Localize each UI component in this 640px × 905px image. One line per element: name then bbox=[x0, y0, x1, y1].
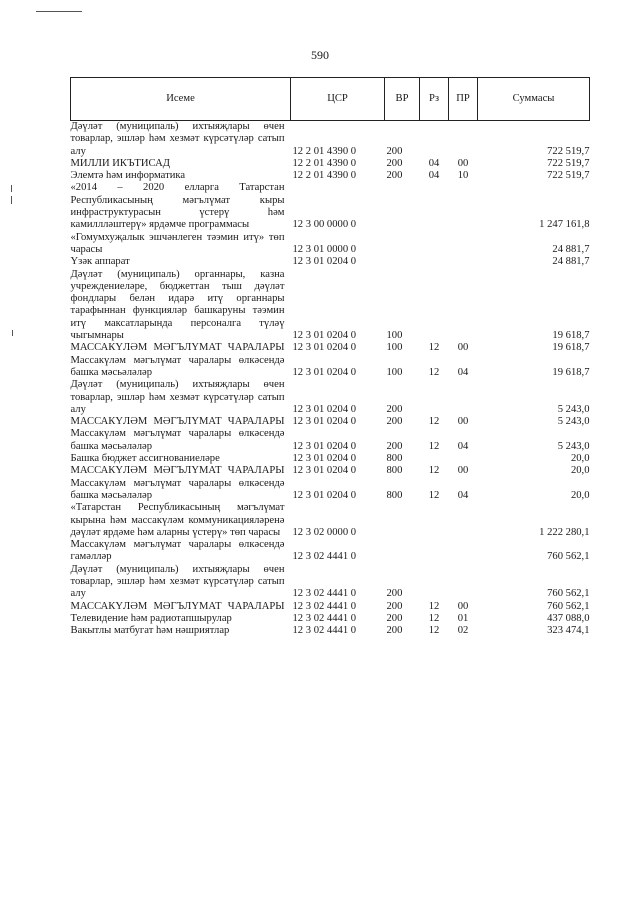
row-csr: 12 3 01 0204 0 bbox=[292, 453, 357, 465]
row-name: Элемтә һәм информатика bbox=[70, 170, 186, 182]
row-rz bbox=[420, 502, 449, 539]
scan-mark-left-1 bbox=[11, 185, 12, 192]
row-vr: 100 bbox=[386, 342, 403, 354]
row-csr: 12 3 01 0204 0 bbox=[292, 403, 357, 415]
row-rz: 12 bbox=[428, 612, 440, 624]
table-row bbox=[71, 428, 590, 453]
row-sum: 1 247 161,8 bbox=[539, 219, 590, 231]
row-rz bbox=[420, 539, 449, 564]
row-name: МАССАКҮЛӘМ МӘГЪЛҮМАТ ЧАРАЛАРЫ bbox=[70, 342, 285, 354]
row-csr: 12 3 02 0000 0 bbox=[292, 526, 357, 538]
row-vr: 800 bbox=[386, 489, 403, 501]
table-row bbox=[71, 256, 590, 268]
row-vr: 200 bbox=[386, 403, 403, 415]
table-row bbox=[71, 416, 590, 428]
table-row bbox=[71, 182, 590, 231]
row-name: МАССАКҮЛӘМ МӘГЪЛҮМАТ ЧАРАЛАРЫ bbox=[70, 416, 285, 428]
table-row bbox=[71, 613, 590, 625]
row-pr bbox=[449, 453, 478, 465]
row-rz: 12 bbox=[428, 366, 440, 378]
row-vr: 100 bbox=[386, 330, 403, 342]
row-pr: 00 bbox=[457, 342, 469, 354]
row-sum: 760 562,1 bbox=[547, 588, 590, 600]
table-row bbox=[71, 539, 590, 564]
row-rz: 12 bbox=[428, 440, 440, 452]
row-rz: 12 bbox=[428, 625, 440, 637]
header-sum: Суммасы bbox=[478, 78, 590, 121]
header-pr: ПР bbox=[449, 78, 478, 121]
row-csr: 12 3 01 0204 0 bbox=[292, 366, 357, 378]
row-csr: 12 3 02 4441 0 bbox=[292, 612, 357, 624]
row-pr bbox=[449, 232, 478, 257]
row-sum: 323 474,1 bbox=[547, 625, 590, 637]
row-name: «2014 – 2020 елларга Татарстан Республикасының мәгълүмат кыры инфраструктурасын үстерү һәм камиллләштерү» ярдәмче программасы bbox=[70, 182, 285, 231]
table-row bbox=[71, 502, 590, 539]
row-rz: 12 bbox=[428, 465, 440, 477]
header-vr: ВР bbox=[385, 78, 420, 121]
row-csr: 12 3 02 4441 0 bbox=[292, 588, 357, 600]
row-sum: 437 088,0 bbox=[547, 612, 590, 624]
table-row bbox=[71, 232, 590, 257]
row-sum: 5 243,0 bbox=[557, 416, 590, 428]
row-rz: 12 bbox=[428, 416, 440, 428]
row-sum: 722 519,7 bbox=[547, 170, 590, 182]
row-pr bbox=[449, 539, 478, 564]
row-sum: 19 618,7 bbox=[552, 342, 590, 354]
row-name: Дәүләт (муниципаль) ихтыяҗлары өчен товарлар, эшләр һәм хезмәт күрсәтүләр сатып алу bbox=[70, 121, 285, 157]
table-row bbox=[71, 453, 590, 465]
row-csr: 12 3 01 0204 0 bbox=[292, 489, 357, 501]
row-csr: 12 3 01 0204 0 bbox=[292, 330, 357, 342]
row-pr bbox=[449, 564, 478, 601]
table-row bbox=[71, 158, 590, 170]
row-pr: 01 bbox=[457, 612, 469, 624]
row-sum: 5 243,0 bbox=[557, 440, 590, 452]
row-pr: 04 bbox=[457, 366, 469, 378]
row-sum: 760 562,1 bbox=[547, 600, 590, 612]
row-csr: 12 3 01 0204 0 bbox=[292, 465, 357, 477]
row-csr: 12 2 01 4390 0 bbox=[292, 170, 357, 182]
table-header-row bbox=[71, 78, 590, 121]
row-csr: 12 2 01 4390 0 bbox=[292, 145, 357, 157]
row-sum: 1 222 280,1 bbox=[539, 526, 590, 538]
row-pr bbox=[449, 121, 478, 158]
row-vr: 200 bbox=[386, 625, 403, 637]
row-name: Вакытлы матбугат һәм нәшриятлар bbox=[70, 625, 230, 637]
row-name: Массакүләм мәгълүмат чаралары өлкәсендә башка мәсьәләләр bbox=[70, 354, 285, 378]
row-vr: 200 bbox=[386, 157, 403, 169]
row-rz: 12 bbox=[428, 342, 440, 354]
scan-mark-top bbox=[36, 11, 82, 12]
row-vr: 200 bbox=[386, 440, 403, 452]
row-name: «Татарстан Республикасының мәгълүмат кырына һәм массакүләм коммуникацияләренә дәүләт ярдәме һәм аларны үстерү» төп чарасы bbox=[70, 502, 285, 538]
row-rz bbox=[420, 453, 449, 465]
row-sum: 19 618,7 bbox=[552, 330, 590, 342]
row-csr: 12 3 01 0204 0 bbox=[292, 416, 357, 428]
row-name: Дәүләт (муниципаль) ихтыяҗлары өчен товарлар, эшләр һәм хезмәт күрсәтүләр сатып алу bbox=[70, 563, 285, 600]
table-row bbox=[71, 625, 590, 637]
row-rz bbox=[420, 379, 449, 416]
budget-table-container bbox=[70, 77, 589, 637]
row-pr: 10 bbox=[457, 170, 469, 182]
row-vr bbox=[385, 539, 420, 564]
row-vr: 200 bbox=[386, 612, 403, 624]
table-row bbox=[71, 478, 590, 503]
row-vr: 800 bbox=[386, 465, 403, 477]
row-sum: 20,0 bbox=[570, 453, 590, 465]
row-csr: 12 3 01 0204 0 bbox=[292, 342, 357, 354]
scan-mark-left-3 bbox=[12, 330, 13, 336]
table-row bbox=[71, 355, 590, 380]
row-sum: 24 881,7 bbox=[552, 256, 590, 268]
row-sum: 24 881,7 bbox=[552, 243, 590, 255]
row-vr bbox=[385, 502, 420, 539]
row-pr: 00 bbox=[457, 465, 469, 477]
row-rz: 12 bbox=[428, 489, 440, 501]
row-sum: 760 562,1 bbox=[547, 551, 590, 563]
row-vr bbox=[385, 182, 420, 231]
header-csr: ЦСР bbox=[291, 78, 385, 121]
row-csr: 12 3 01 0000 0 bbox=[292, 243, 357, 255]
row-vr: 200 bbox=[386, 170, 403, 182]
row-rz bbox=[420, 182, 449, 231]
row-sum: 20,0 bbox=[570, 489, 590, 501]
row-name: МАССАКҮЛӘМ МӘГЪЛҮМАТ ЧАРАЛАРЫ bbox=[70, 465, 285, 477]
table-row bbox=[71, 379, 590, 416]
row-rz: 04 bbox=[428, 170, 440, 182]
header-name: Исеме bbox=[71, 78, 291, 121]
table-row bbox=[71, 121, 590, 158]
page-number: 590 bbox=[311, 48, 329, 62]
row-sum: 19 618,7 bbox=[552, 366, 590, 378]
table-row bbox=[71, 170, 590, 182]
row-name: МИЛЛИ ИКЪТИСАД bbox=[70, 157, 170, 169]
row-rz bbox=[420, 232, 449, 257]
row-name: Үзәк аппарат bbox=[70, 256, 130, 268]
row-csr: 12 3 02 4441 0 bbox=[292, 551, 357, 563]
table-row bbox=[71, 601, 590, 613]
row-rz bbox=[420, 121, 449, 158]
row-rz bbox=[420, 256, 449, 268]
row-rz bbox=[420, 269, 449, 343]
row-sum: 20,0 bbox=[570, 465, 590, 477]
table-row bbox=[71, 564, 590, 601]
row-csr: 12 3 00 0000 0 bbox=[292, 219, 357, 231]
row-vr: 800 bbox=[386, 453, 403, 465]
row-pr: 02 bbox=[457, 625, 469, 637]
row-rz: 12 bbox=[428, 600, 440, 612]
table-row bbox=[71, 465, 590, 477]
row-vr bbox=[385, 232, 420, 257]
row-vr: 200 bbox=[386, 600, 403, 612]
table-row bbox=[71, 269, 590, 343]
header-rz: Рз bbox=[420, 78, 449, 121]
row-sum: 5 243,0 bbox=[557, 403, 590, 415]
row-pr bbox=[449, 502, 478, 539]
row-rz: 04 bbox=[428, 157, 440, 169]
row-csr: 12 3 01 0204 0 bbox=[292, 256, 357, 268]
row-pr bbox=[449, 256, 478, 268]
row-pr: 04 bbox=[457, 440, 469, 452]
table-row bbox=[71, 342, 590, 354]
row-name: «Гомумхуҗалык эшчәнлеген тәэмин итү» төп чарасы bbox=[70, 231, 285, 255]
budget-table bbox=[70, 77, 590, 637]
row-vr: 200 bbox=[386, 416, 403, 428]
row-csr: 12 3 02 4441 0 bbox=[292, 625, 357, 637]
row-pr bbox=[449, 269, 478, 343]
row-csr: 12 3 02 4441 0 bbox=[292, 600, 357, 612]
row-csr: 12 3 01 0204 0 bbox=[292, 440, 357, 452]
row-name: Массакүләм мәгълүмат чаралары өлкәсендә башка мәсьәләләр bbox=[70, 477, 285, 501]
row-vr: 200 bbox=[386, 588, 403, 600]
row-name: Массакүләм мәгълүмат чаралары өлкәсендә гамәлләр bbox=[70, 539, 285, 563]
row-name: Телевидение һәм радиотапшырулар bbox=[70, 612, 232, 624]
row-name: МАССАКҮЛӘМ МӘГЪЛҮМАТ ЧАРАЛАРЫ bbox=[70, 600, 285, 612]
row-pr: 04 bbox=[457, 489, 469, 501]
row-pr: 00 bbox=[457, 157, 469, 169]
row-name: Массакүләм мәгълүмат чаралары өлкәсендә башка мәсьәләләр bbox=[70, 428, 285, 452]
row-csr: 12 2 01 4390 0 bbox=[292, 157, 357, 169]
row-name: Башка бюджет ассигнованиеләре bbox=[70, 453, 220, 465]
row-pr bbox=[449, 182, 478, 231]
row-rz bbox=[420, 564, 449, 601]
row-vr: 200 bbox=[386, 145, 403, 157]
scan-mark-left-2 bbox=[11, 196, 12, 204]
row-vr: 100 bbox=[386, 366, 403, 378]
row-name: Дәүләт (муниципаль) ихтыяҗлары өчен товарлар, эшләр һәм хезмәт күрсәтүләр сатып алу bbox=[70, 379, 285, 415]
row-pr: 00 bbox=[457, 416, 469, 428]
row-sum: 722 519,7 bbox=[547, 157, 590, 169]
row-sum: 722 519,7 bbox=[547, 145, 590, 157]
row-vr bbox=[385, 256, 420, 268]
row-pr bbox=[449, 379, 478, 416]
row-name: Дәүләт (муниципаль) органнары, казна учреждениеләре, бюджеттан тыш дәүләт фондлары белән идарә итү органнары тарафыннан функцияләр башкаруны тәэмин итү максатларында персоналга түләү чыгымнары bbox=[70, 268, 285, 342]
row-pr: 00 bbox=[457, 600, 469, 612]
